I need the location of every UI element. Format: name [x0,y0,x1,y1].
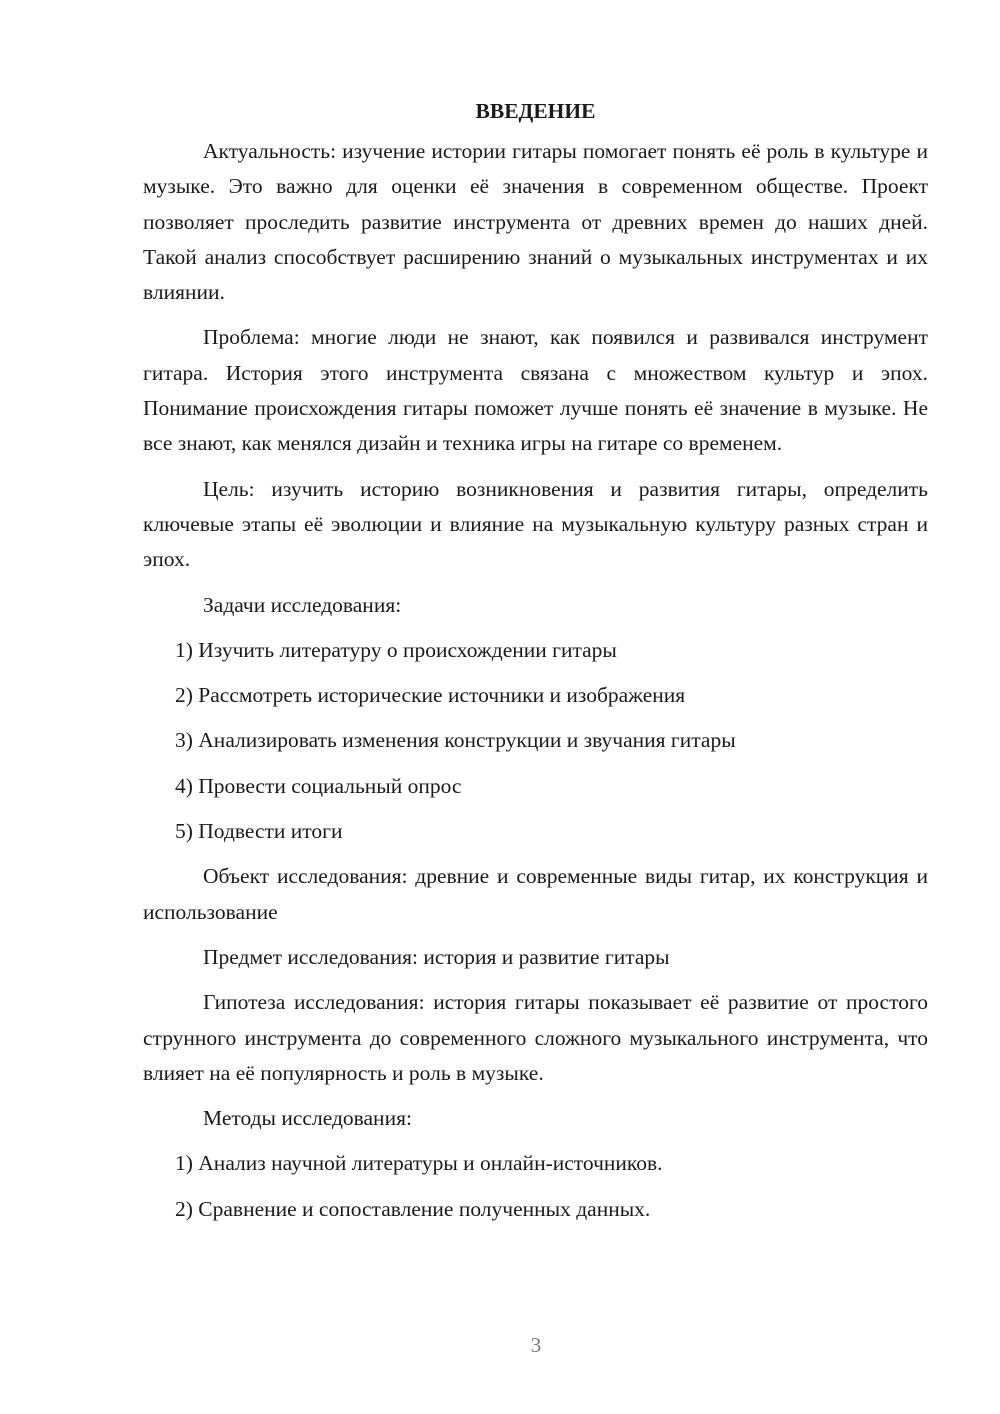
tasks-heading: Задачи исследования: [203,592,402,617]
method-item: 2) Сравнение и сопоставление полученных данных. [175,1196,651,1221]
problem-paragraph: Проблема: многие люди не знают, как появился и развивался инструмент гитара. История этого инструмента связана с множеством культур и эпох. Понимание происхождения гитары поможет лучше понять её значение в музыке. Не все знают, как менялся дизайн и техника игры на гитаре со временем. [143,325,928,456]
goal-paragraph: Цель: изучить историю возникновения и развития гитары, определить ключевые этапы её эволюции и влияние на музыкальную культуру разных стран и эпох. [143,476,928,572]
hypothesis-paragraph: Гипотеза исследования: история гитары показывает её развитие от простого струнного инструмента до современного сложного музыкального инструмента, что влияет на её популярность и роль в музыке. [143,990,928,1085]
subject-paragraph: Предмет исследования: история и развитие гитары [203,944,670,969]
task-item: 4) Провести социальный опрос [175,773,462,798]
task-item: 5) Подвести итоги [175,819,343,844]
task-item: 2) Рассмотреть исторические источники и изображения [175,683,686,708]
methods-list [143,1146,928,1227]
page-content [143,94,928,1237]
task-item: 1) Изучить литературу о происхождении гитары [175,637,617,662]
methods-heading: Методы исследования: [203,1106,412,1131]
object-paragraph: Объект исследования: древние и современные виды гитар, их конструкция и использование [143,864,928,924]
section-title: ВВЕДЕНИЕ [475,99,596,123]
method-item: 1) Анализ научной литературы и онлайн-источников. [175,1151,663,1176]
tasks-list [143,633,928,849]
relevance-paragraph: Актуальность: изучение истории гитары помогает понять её роль в культуре и музыке. Это важно для оценки её значения в современном обществе. Проект позволяет проследить развитие инструмента от древних времен до наших дней. Такой анализ способствует расширению знаний о музыкальных инструментах и их влиянии. [143,139,928,305]
task-item: 3) Анализировать изменения конструкции и звучания гитары [175,728,736,753]
page-number: 3 [530,1333,542,1357]
